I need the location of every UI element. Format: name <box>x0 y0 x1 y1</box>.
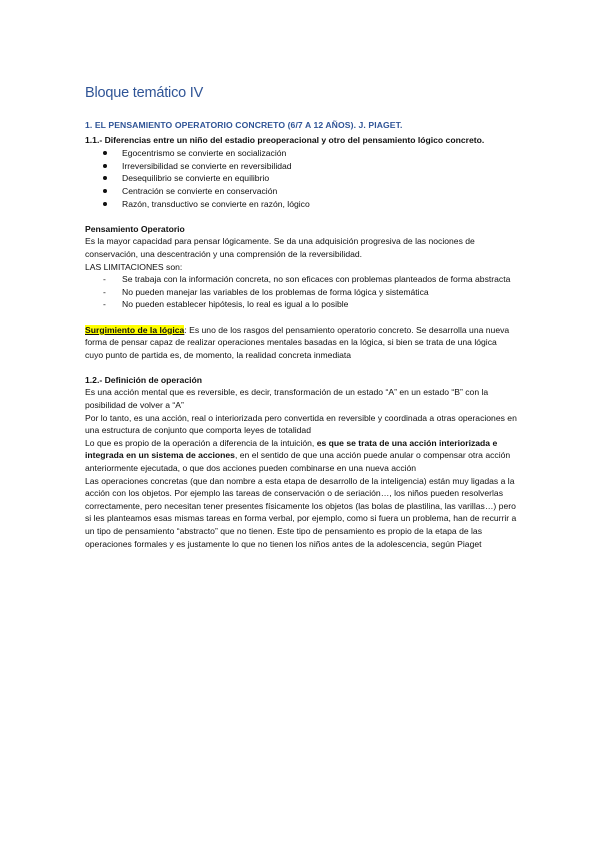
list-item-text: No pueden establecer hipótesis, lo real es igual a lo posible <box>122 299 349 310</box>
subsection-heading: 1.1.- Diferencias entre un niño del estadio preoperacional y otro del pensamiento lógico concreto. <box>85 134 485 145</box>
definicion-heading: 1.2.- Definición de operación <box>85 374 202 385</box>
differences-list <box>85 147 517 210</box>
list-item <box>85 286 517 299</box>
paragraph-text: , en el sentido de que una acción puede anular o compensar otra acción anteriormente ejecutada, o que dos acciones pueden combinarse en una nueva acción <box>85 450 511 474</box>
surgimiento-text: : Es uno de los rasgos del pensamiento operatorio concreto. Se desarrolla una nueva forma de pensar capaz de realizar operaciones mentales basadas en la lógica, si bien se trata de una lógica cuyo punto de partida es, de momento, la realidad concreta inmediata <box>85 324 510 360</box>
list-item-text: Desequilibrio se convierte en equilibrio <box>122 173 270 184</box>
section-heading: 1. EL PENSAMIENTO OPERATORIO CONCRETO (6/7 A 12 AÑOS). J. PIAGET. <box>85 120 403 130</box>
list-item-text: Egocentrismo se convierte en socialización <box>122 148 287 159</box>
dash-icon: - <box>103 274 106 285</box>
list-item <box>85 147 517 160</box>
list-item-text: Razón, transductivo se convierte en razón, lógico <box>122 198 310 209</box>
pensamiento-text: Es la mayor capacidad para pensar lógicamente. Se da una adquisición progresiva de las nociones de conservación, una descentración y una comprensión de la reversibilidad. <box>85 236 475 259</box>
bullet-icon <box>103 202 107 206</box>
list-item-text: Se trabaja con la información concreta, no son eficaces con problemas planteados de forma abstracta <box>122 274 511 285</box>
definicion-paragraph-1: Es una acción mental que es reversible, es decir, transformación de un estado “A” en un estado “B” con la posibilidad de volver a “A” <box>85 387 489 411</box>
list-item <box>85 185 517 198</box>
list-item-text: Centración se convierte en conservación <box>122 185 278 196</box>
bullet-icon <box>103 151 107 155</box>
limitaciones-label: LAS LIMITACIONES son: <box>85 261 183 272</box>
dash-icon: - <box>103 286 106 297</box>
list-item <box>85 172 517 185</box>
bullet-icon <box>103 176 107 180</box>
list-item <box>85 298 517 311</box>
surgimiento-paragraph <box>85 324 517 362</box>
list-item <box>85 273 517 286</box>
definicion-paragraph-3 <box>85 437 517 475</box>
paragraph-bold-text: es que se trata de una acción interiorizada e integrada en un sistema de acciones <box>85 437 498 461</box>
paragraph-text: Lo que es propio de la operación a diferencia de la intuición, <box>85 437 317 448</box>
list-item <box>85 198 517 211</box>
document-title: Bloque temático IV <box>85 85 204 101</box>
surgimiento-label: Surgimiento de la lógica <box>85 324 185 335</box>
list-item-text: Irreversibilidad se convierte en reversibilidad <box>122 160 292 171</box>
document-content <box>85 84 517 550</box>
list-item <box>85 160 517 173</box>
dash-icon: - <box>103 299 106 310</box>
limitaciones-list <box>85 273 517 311</box>
pensamiento-heading: Pensamiento Operatorio <box>85 223 185 234</box>
list-item-text: No pueden manejar las variables de los problemas de forma lógica y sistemática <box>122 286 429 297</box>
definicion-paragraph-4: Las operaciones concretas (que dan nombre a esta etapa de desarrollo de la inteligencia) están muy ligadas a la acción con los objetos. Por ejemplo las tareas de conservación o de seriación…, los niños pueden resolverlas correctamente, pero necesitan tener presentes físicamente los objetos (las bolas de plastilina, las varillas…) pero si les planteamos esas mismas tareas en forma verbal, por ejemplo, como si fuera un problema, han de recurrir a un tipo de pensamiento “abstracto” que no tienen. Este tipo de pensamiento es propio de la etapa de las operaciones formales y es justamente lo que no tienen los niños antes de la adolescencia, según Piaget <box>85 475 517 549</box>
bullet-icon <box>103 164 107 168</box>
definicion-paragraph-2: Por lo tanto, es una acción, real o interiorizada pero convertida en reversible y coordinada a otras operaciones en una estructura de conjunto que comporta leyes de totalidad <box>85 412 517 436</box>
bullet-icon <box>103 189 107 193</box>
